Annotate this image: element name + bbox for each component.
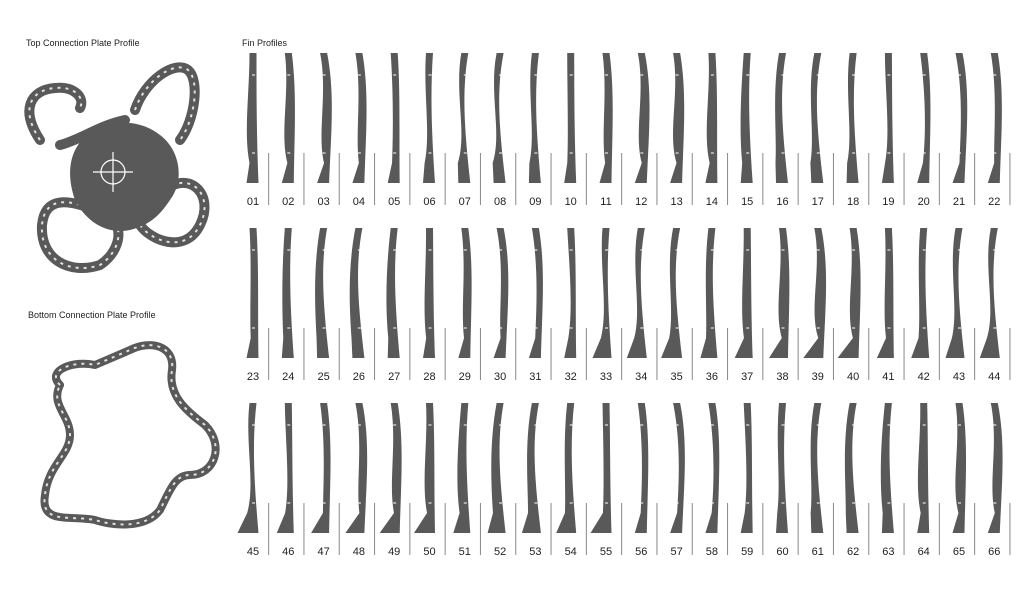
- fin-profile-27: [386, 228, 399, 358]
- fin-label-60: 60: [776, 546, 789, 558]
- top-connection-plate-drawing: [0, 50, 230, 300]
- fin-profile-64: [917, 403, 929, 533]
- fin-label-18: 18: [846, 196, 860, 208]
- fin-profile-11: [600, 53, 613, 183]
- fin-profile-03: [317, 53, 332, 183]
- fin-profile-16: [775, 53, 788, 183]
- fin-profile-13: [670, 53, 684, 183]
- fin-label-34: 34: [635, 371, 648, 383]
- fin-profile-38: [769, 228, 789, 358]
- fin-profile-17: [810, 53, 823, 183]
- fin-profile-52: [488, 403, 506, 533]
- fin-label-36: 36: [705, 371, 719, 383]
- bottom-connection-plate-drawing: [0, 325, 230, 555]
- fin-profile-10: [564, 53, 576, 183]
- fin-label-11: 11: [600, 196, 612, 208]
- fin-label-47: 47: [317, 546, 330, 558]
- fin-profile-31: [529, 228, 543, 358]
- fin-profile-40: [838, 228, 861, 358]
- fin-label-44: 44: [988, 371, 1001, 383]
- fin-profile-02: [282, 53, 295, 183]
- fin-profile-41: [877, 228, 894, 358]
- fin-profiles-grid: [235, 45, 1020, 570]
- fin-profile-35: [661, 228, 682, 358]
- fin-label-05: 05: [388, 196, 401, 208]
- fin-label-31: 31: [529, 371, 542, 383]
- fin-profile-54: [556, 403, 576, 533]
- fin-profile-48: [345, 403, 367, 533]
- fin-label-41: 41: [882, 371, 895, 383]
- fin-label-29: 29: [458, 371, 471, 383]
- fin-label-17: 17: [811, 196, 824, 208]
- fin-profile-14: [705, 53, 717, 183]
- fin-label-46: 46: [282, 546, 295, 558]
- fin-profile-59: [741, 403, 753, 533]
- top-connection-plate-title: Top Connection Plate Profile: [26, 38, 140, 48]
- fin-label-63: 63: [882, 546, 895, 558]
- fin-profile-61: [811, 403, 824, 533]
- fin-profile-46: [277, 403, 294, 533]
- fin-profile-24: [282, 228, 294, 358]
- fin-profile-09: [529, 53, 541, 183]
- fin-label-48: 48: [352, 546, 366, 558]
- fin-profile-22: [988, 53, 1002, 183]
- fin-label-35: 35: [670, 371, 683, 383]
- fin-label-49: 49: [388, 546, 401, 558]
- fin-label-09: 09: [529, 196, 542, 208]
- fin-profile-18: [847, 53, 859, 183]
- fin-profile-07: [458, 53, 470, 183]
- fin-label-22: 22: [988, 196, 1001, 208]
- fin-label-52: 52: [493, 546, 507, 558]
- fin-profile-29: [458, 228, 471, 358]
- fin-label-56: 56: [635, 546, 648, 558]
- fin-label-55: 55: [599, 546, 613, 558]
- fin-profile-08: [493, 53, 506, 183]
- fin-profile-63: [881, 403, 894, 533]
- fin-profile-57: [670, 403, 685, 533]
- fin-profile-65: [953, 403, 967, 533]
- fin-profile-12: [635, 53, 650, 183]
- fin-label-13: 13: [670, 196, 683, 208]
- fin-label-21: 21: [952, 196, 966, 208]
- fin-profile-50: [414, 403, 435, 533]
- fin-profile-05: [388, 53, 400, 183]
- fin-profile-26: [350, 228, 365, 358]
- fin-label-50: 50: [423, 546, 436, 558]
- fin-profile-37: [735, 228, 753, 358]
- fin-profile-39: [803, 228, 826, 358]
- fin-profiles-title: Fin Profiles: [242, 38, 288, 48]
- fin-profile-25: [315, 228, 329, 358]
- fin-profile-58: [705, 403, 719, 533]
- fin-label-66: 66: [988, 546, 1001, 558]
- fin-profile-28: [423, 228, 435, 358]
- fin-label-33: 33: [599, 371, 613, 383]
- fin-label-51: 51: [458, 546, 471, 558]
- fin-label-28: 28: [423, 371, 436, 383]
- fin-label-12: 12: [635, 196, 648, 208]
- fin-profile-01: [247, 53, 259, 183]
- fin-label-61: 61: [811, 546, 824, 558]
- fin-label-24: 24: [282, 371, 295, 383]
- fin-profile-42: [911, 228, 929, 358]
- fin-label-57: 57: [670, 546, 683, 558]
- fin-label-38: 38: [776, 371, 789, 383]
- fin-label-45: 45: [246, 546, 260, 558]
- fin-profile-34: [627, 228, 647, 358]
- fin-label-54: 54: [564, 546, 577, 558]
- fin-label-39: 39: [811, 371, 824, 383]
- fin-profile-66: [988, 403, 1003, 533]
- fin-label-16: 16: [776, 196, 789, 208]
- fin-profile-04: [352, 53, 366, 183]
- bottom-connection-plate-title: Bottom Connection Plate Profile: [28, 310, 156, 320]
- fin-profile-55: [591, 403, 612, 533]
- fin-label-25: 25: [317, 371, 330, 383]
- fin-profile-33: [593, 228, 612, 358]
- fin-profile-20: [917, 53, 930, 183]
- fin-label-64: 64: [917, 546, 930, 558]
- fin-profile-53: [522, 403, 541, 533]
- fin-label-32: 32: [564, 371, 577, 383]
- fin-label-14: 14: [705, 196, 719, 208]
- fin-label-10: 10: [564, 196, 577, 208]
- fin-label-53: 53: [529, 546, 542, 558]
- fin-label-23: 23: [246, 371, 260, 383]
- fin-profile-51: [453, 403, 470, 533]
- fin-label-58: 58: [705, 546, 719, 558]
- fin-profile-19: [882, 53, 894, 183]
- fin-label-30: 30: [493, 371, 507, 383]
- fin-label-65: 65: [952, 546, 966, 558]
- fin-profile-36: [700, 228, 717, 358]
- fin-label-62: 62: [846, 546, 860, 558]
- fin-profile-44: [980, 228, 1000, 358]
- fin-label-04: 04: [352, 196, 366, 208]
- fin-label-08: 08: [493, 196, 507, 208]
- fin-label-59: 59: [741, 546, 754, 558]
- fin-label-26: 26: [352, 371, 366, 383]
- fin-profile-56: [635, 403, 648, 533]
- fin-profile-43: [946, 228, 965, 358]
- fin-label-43: 43: [952, 371, 966, 383]
- fin-label-42: 42: [917, 371, 930, 383]
- fin-label-40: 40: [846, 371, 860, 383]
- fin-profile-60: [776, 403, 788, 533]
- fin-profile-49: [380, 403, 402, 533]
- fin-label-19: 19: [882, 196, 895, 208]
- fin-label-37: 37: [741, 371, 754, 383]
- fin-profile-47: [311, 403, 330, 533]
- fin-profile-45: [238, 403, 259, 533]
- fin-label-07: 07: [458, 196, 471, 208]
- fin-label-01: 01: [246, 196, 260, 208]
- fin-profile-30: [494, 228, 509, 358]
- fin-profile-15: [741, 53, 753, 183]
- fin-label-20: 20: [917, 196, 930, 208]
- fin-label-15: 15: [741, 196, 754, 208]
- fin-profile-21: [953, 53, 968, 183]
- fin-profile-06: [423, 53, 435, 183]
- fin-label-03: 03: [317, 196, 330, 208]
- fin-profile-62: [845, 403, 859, 533]
- fin-label-06: 06: [423, 196, 436, 208]
- fin-profile-23: [247, 228, 259, 358]
- fin-label-27: 27: [388, 371, 401, 383]
- fin-label-02: 02: [282, 196, 295, 208]
- fin-profile-32: [564, 228, 576, 358]
